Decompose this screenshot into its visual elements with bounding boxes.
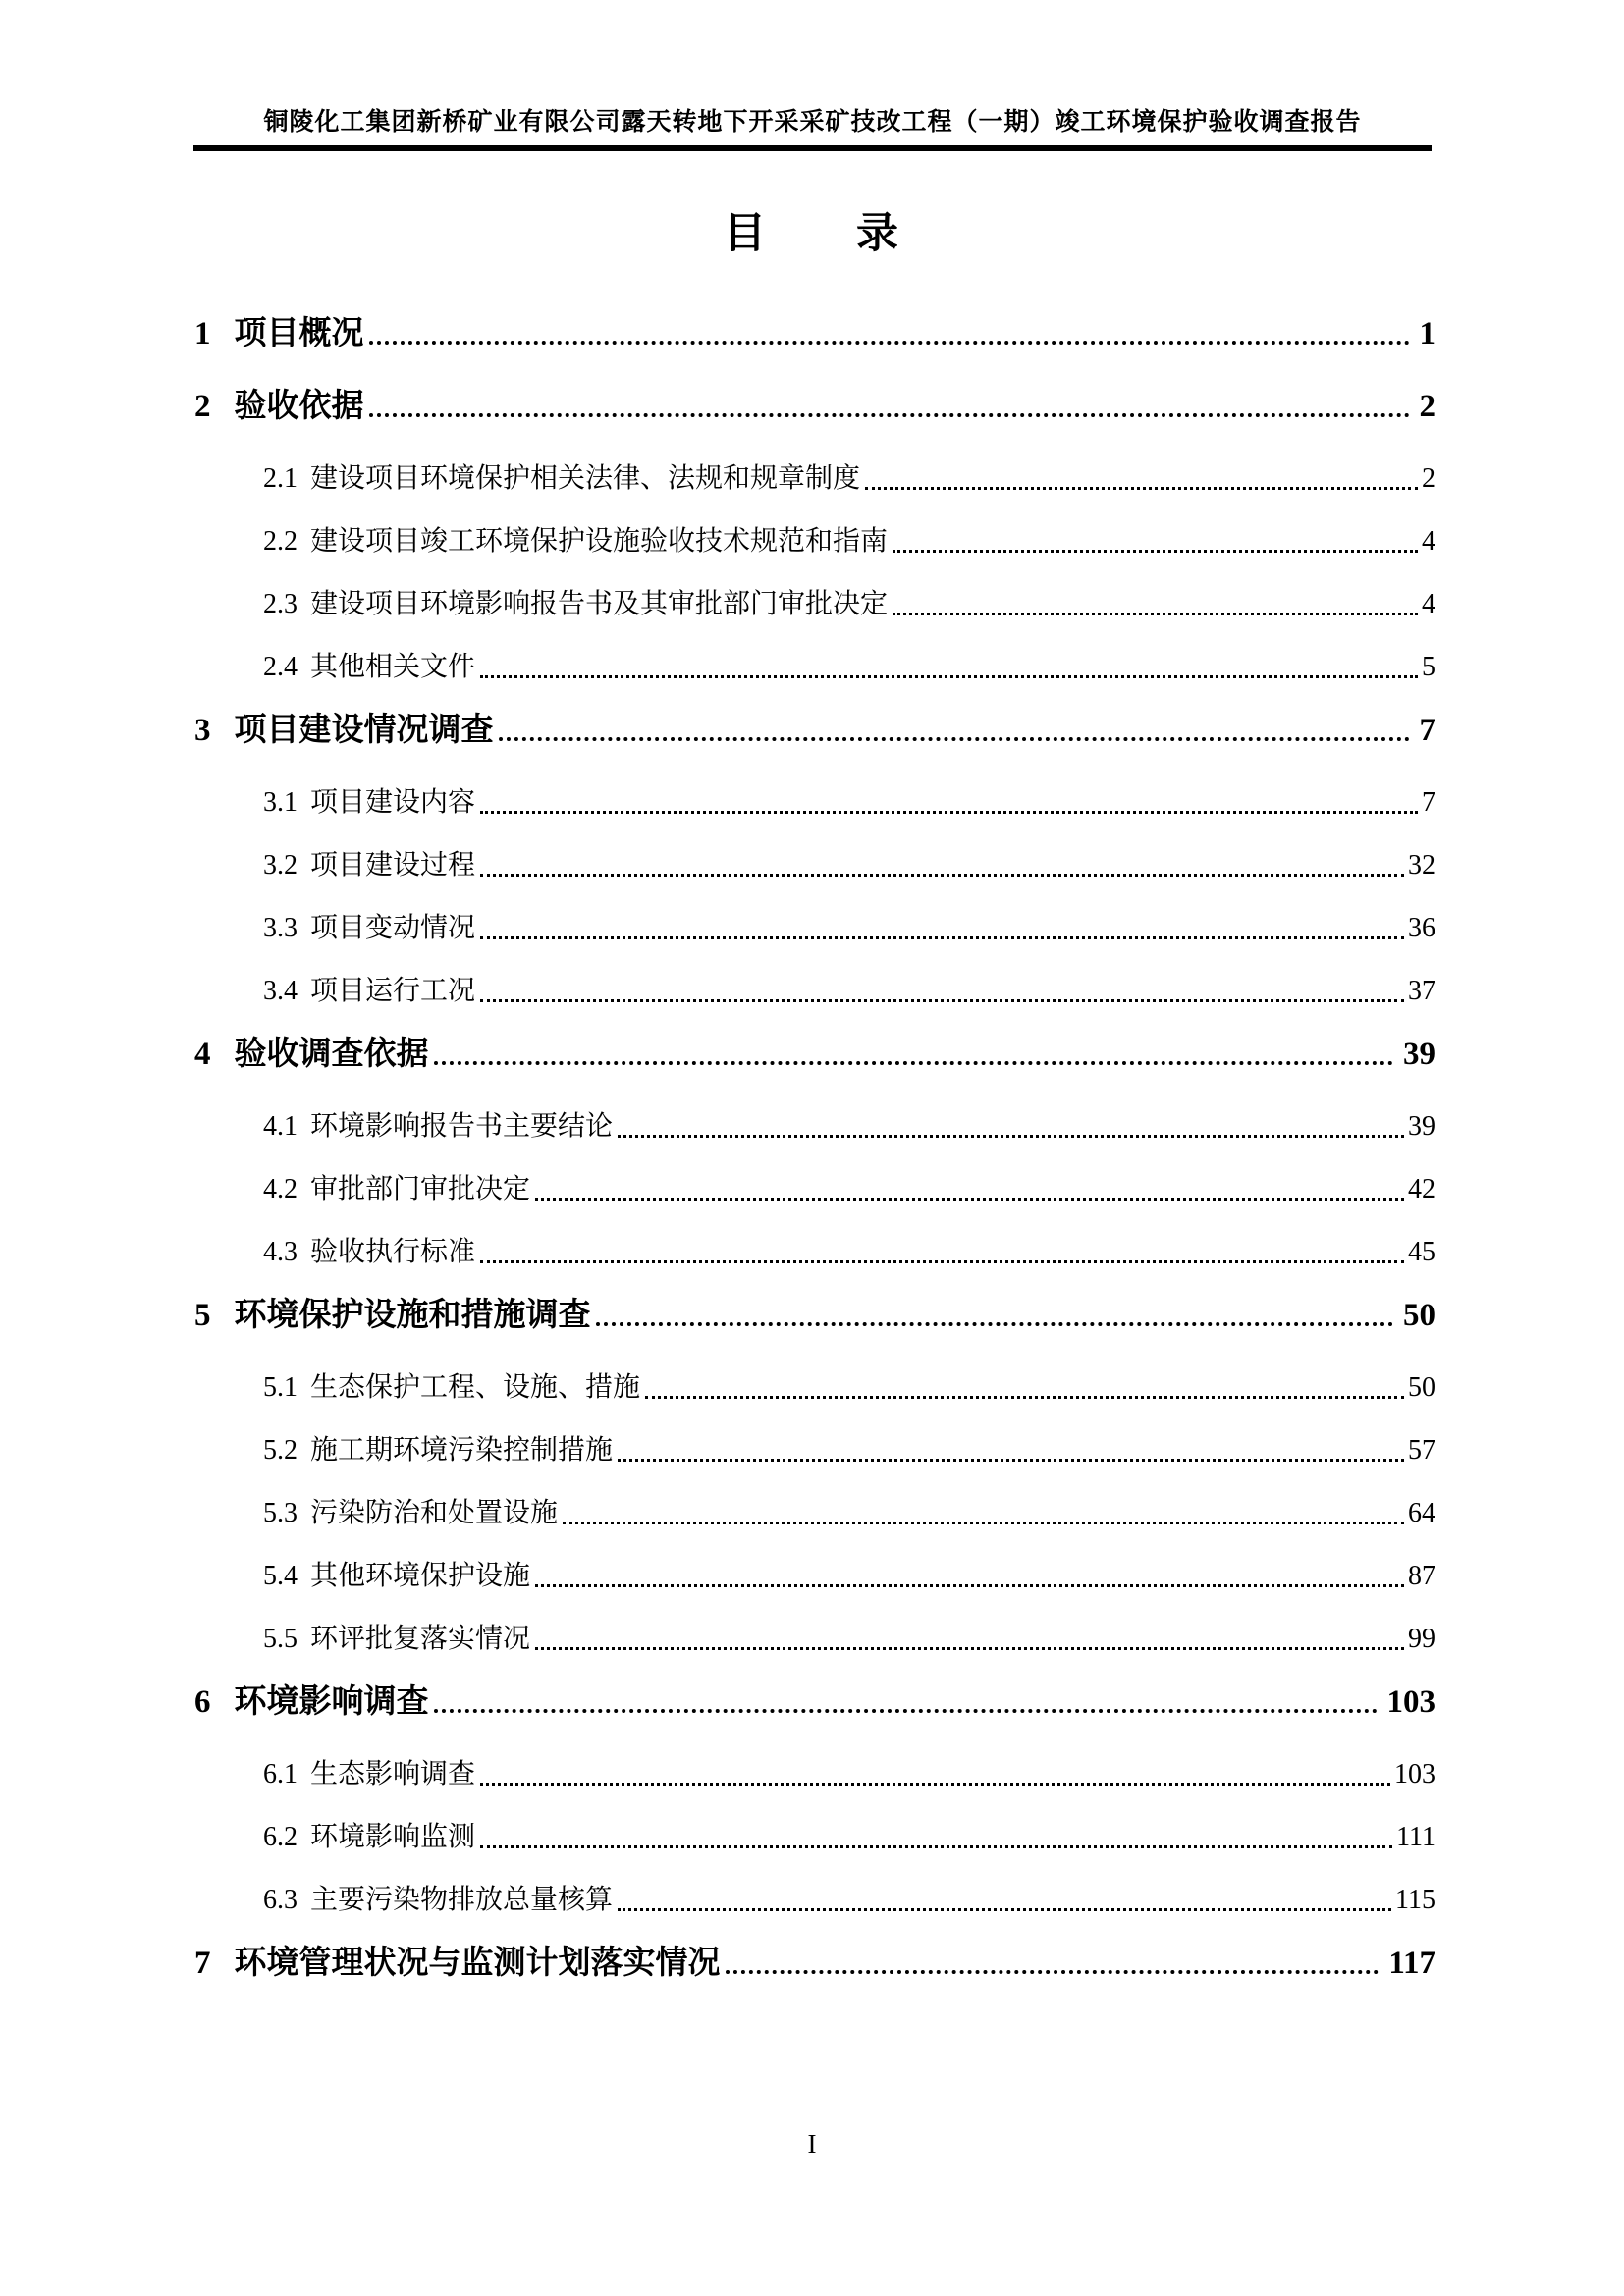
toc-leader-dots: [535, 1198, 1404, 1201]
toc-entry-title: 建设项目环境影响报告书及其审批部门审批决定: [310, 589, 889, 619]
toc-entry-page: 7: [1419, 713, 1435, 748]
toc-entry-title: 项目建设情况调查: [234, 713, 494, 748]
toc-entry-page: 64: [1408, 1498, 1435, 1528]
toc-entry[interactable]: [194, 714, 1435, 747]
toc-leader-dots: [618, 1908, 1391, 1911]
toc-entry[interactable]: [194, 849, 1435, 882]
toc-leader-dots: [893, 613, 1418, 615]
toc-entry[interactable]: [194, 1821, 1435, 1854]
toc-entry-number: 5.1: [263, 1372, 298, 1403]
toc-entry-page: 103: [1386, 1684, 1435, 1720]
toc-entry-number: 3.2: [263, 850, 298, 881]
toc-entry-page: 4: [1422, 526, 1435, 557]
toc-leader-dots: [480, 874, 1404, 877]
toc-leader-dots: [480, 811, 1418, 814]
toc-leader-dots: [618, 1135, 1404, 1138]
toc-leader-dots: [499, 737, 1410, 741]
toc-entry[interactable]: [194, 1758, 1435, 1791]
toc-entry[interactable]: [194, 1434, 1435, 1468]
toc-entry-number: 2.3: [263, 589, 298, 619]
toc-entry-page: 111: [1396, 1822, 1435, 1852]
toc-entry[interactable]: [194, 912, 1435, 945]
toc-leader-dots: [434, 1709, 1378, 1713]
toc-entry-number: 6.1: [263, 1759, 298, 1789]
toc-entry-title: 主要污染物排放总量核算: [310, 1885, 614, 1915]
toc-leader-dots: [480, 1845, 1392, 1848]
toc-entry-number: 3: [194, 713, 211, 748]
toc-leader-dots: [893, 550, 1418, 553]
toc-leader-dots: [480, 936, 1404, 939]
toc-leader-dots: [645, 1396, 1404, 1399]
toc-entry-title: 项目变动情况: [310, 913, 476, 943]
toc-entry[interactable]: [194, 1884, 1435, 1917]
toc-entry[interactable]: [194, 1623, 1435, 1656]
toc-entry-title: 环境管理状况与监测计划落实情况: [234, 1946, 721, 1981]
toc-entry-title: 环境影响监测: [310, 1822, 476, 1852]
toc-leader-dots: [726, 1970, 1380, 1974]
toc-entry[interactable]: [194, 317, 1435, 350]
toc-entry-page: 42: [1408, 1174, 1435, 1204]
toc-entry-page: 4: [1422, 589, 1435, 619]
toc-entry-title: 环境保护设施和措施调查: [234, 1298, 591, 1333]
toc-entry-number: 4.2: [263, 1174, 298, 1204]
toc-entry[interactable]: [194, 1497, 1435, 1530]
toc-entry[interactable]: [194, 1947, 1435, 1980]
toc-entry[interactable]: [194, 786, 1435, 820]
toc-leader-dots: [535, 1584, 1404, 1587]
toc-entry-page: 50: [1403, 1298, 1435, 1333]
toc-entry-number: 5.3: [263, 1498, 298, 1528]
toc-entry[interactable]: [194, 1110, 1435, 1144]
toc-entry-page: 45: [1408, 1237, 1435, 1267]
toc-entry-title: 建设项目竣工环境保护设施验收技术规范和指南: [310, 526, 889, 557]
toc-entry-title: 项目建设内容: [310, 787, 476, 818]
toc-leader-dots: [480, 1260, 1404, 1263]
toc-entry-page: 99: [1408, 1624, 1435, 1654]
toc-entry-title: 项目建设过程: [310, 850, 476, 881]
toc-entry-number: 4.3: [263, 1237, 298, 1267]
page-title: 目 录: [724, 211, 900, 257]
toc-entry-title: 其他环境保护设施: [310, 1561, 531, 1591]
toc-entry-title: 审批部门审批决定: [310, 1174, 531, 1204]
toc-leader-dots: [480, 675, 1418, 678]
toc-entry-title: 施工期环境污染控制措施: [310, 1435, 614, 1466]
toc-entry-title: 环境影响报告书主要结论: [310, 1111, 614, 1142]
toc-leader-dots: [480, 1783, 1390, 1786]
toc-entry-page: 5: [1422, 652, 1435, 682]
toc-entry-number: 3.4: [263, 976, 298, 1006]
toc-entry-number: 7: [194, 1946, 211, 1981]
toc-entry-number: 6.3: [263, 1885, 298, 1915]
toc-entry-title: 验收执行标准: [310, 1237, 476, 1267]
toc-entry-title: 生态保护工程、设施、措施: [310, 1372, 641, 1403]
toc-entry-title: 其他相关文件: [310, 652, 476, 682]
toc-entry[interactable]: [194, 1371, 1435, 1405]
toc-entry-page: 87: [1408, 1561, 1435, 1591]
toc-entry-number: 2.1: [263, 463, 298, 494]
toc-entry-title: 验收调查依据: [234, 1037, 429, 1072]
toc-entry-title: 环境影响调查: [234, 1684, 429, 1720]
toc-entry-title: 项目运行工况: [310, 976, 476, 1006]
running-header-text: 铜陵化工集团新桥矿业有限公司露天转地下开采采矿技改工程（一期）竣工环境保护验收调查报告: [263, 109, 1362, 135]
toc-entry-page: 2: [1422, 463, 1435, 494]
toc-entry[interactable]: [194, 1299, 1435, 1332]
toc-entry-page: 39: [1408, 1111, 1435, 1142]
footer-page-number: I: [807, 2129, 817, 2159]
toc-entry-page: 117: [1388, 1946, 1435, 1981]
toc-entry-number: 2.2: [263, 526, 298, 557]
toc-leader-dots: [596, 1322, 1394, 1326]
toc-entry-number: 2: [194, 389, 211, 424]
toc-entry[interactable]: [194, 1236, 1435, 1269]
toc-entry-number: 1: [194, 316, 211, 351]
toc-leader-dots: [480, 999, 1404, 1002]
toc-entry[interactable]: [194, 588, 1435, 621]
toc-entry-page: 103: [1394, 1759, 1435, 1789]
toc-entry-number: 3.1: [263, 787, 298, 818]
toc-entry-title: 环评批复落实情况: [310, 1624, 531, 1654]
toc-entry-number: 4: [194, 1037, 211, 1072]
toc-entry[interactable]: [194, 390, 1435, 423]
toc-entry-number: 5.2: [263, 1435, 298, 1466]
toc-entry[interactable]: [194, 1038, 1435, 1071]
toc-leader-dots: [563, 1522, 1404, 1524]
toc-entry-number: 5.5: [263, 1624, 298, 1654]
toc-entry[interactable]: [194, 1685, 1435, 1719]
toc-entry[interactable]: [194, 1560, 1435, 1593]
toc-entry-page: 2: [1419, 389, 1435, 424]
toc-leader-dots: [535, 1647, 1404, 1650]
toc-entry[interactable]: [194, 651, 1435, 684]
toc-entry-number: 5.4: [263, 1561, 298, 1591]
toc-entry[interactable]: [194, 975, 1435, 1008]
toc-entry-page: 50: [1408, 1372, 1435, 1403]
toc-entry-title: 项目概况: [234, 316, 364, 351]
toc-entry[interactable]: [194, 462, 1435, 496]
toc-entry-page: 7: [1422, 787, 1435, 818]
toc-entry-page: 1: [1419, 316, 1435, 351]
running-header: [193, 108, 1432, 151]
toc-entry-number: 4.1: [263, 1111, 298, 1142]
toc-entry-number: 2.4: [263, 652, 298, 682]
toc-leader-dots: [618, 1459, 1404, 1462]
toc-entry-page: 36: [1408, 913, 1435, 943]
toc-entry-number: 5: [194, 1298, 211, 1333]
toc-entry-page: 39: [1403, 1037, 1435, 1072]
toc-leader-dots: [434, 1061, 1394, 1065]
toc-entry-number: 3.3: [263, 913, 298, 943]
toc-list: [194, 317, 1435, 2019]
toc-entry-page: 32: [1408, 850, 1435, 881]
toc-entry-title: 生态影响调查: [310, 1759, 476, 1789]
toc-entry-title: 建设项目环境保护相关法律、法规和规章制度: [310, 463, 861, 494]
toc-entry-title: 验收依据: [234, 389, 364, 424]
toc-leader-dots: [369, 341, 1410, 345]
toc-entry-number: 6: [194, 1684, 211, 1720]
toc-entry[interactable]: [194, 1173, 1435, 1206]
toc-entry[interactable]: [194, 525, 1435, 559]
toc-leader-dots: [369, 413, 1410, 417]
toc-entry-title: 污染防治和处置设施: [310, 1498, 559, 1528]
toc-entry-page: 37: [1408, 976, 1435, 1006]
toc-entry-page: 57: [1408, 1435, 1435, 1466]
toc-leader-dots: [865, 487, 1418, 490]
toc-entry-number: 6.2: [263, 1822, 298, 1852]
header-rule: [193, 145, 1432, 151]
toc-entry-page: 115: [1395, 1885, 1435, 1915]
